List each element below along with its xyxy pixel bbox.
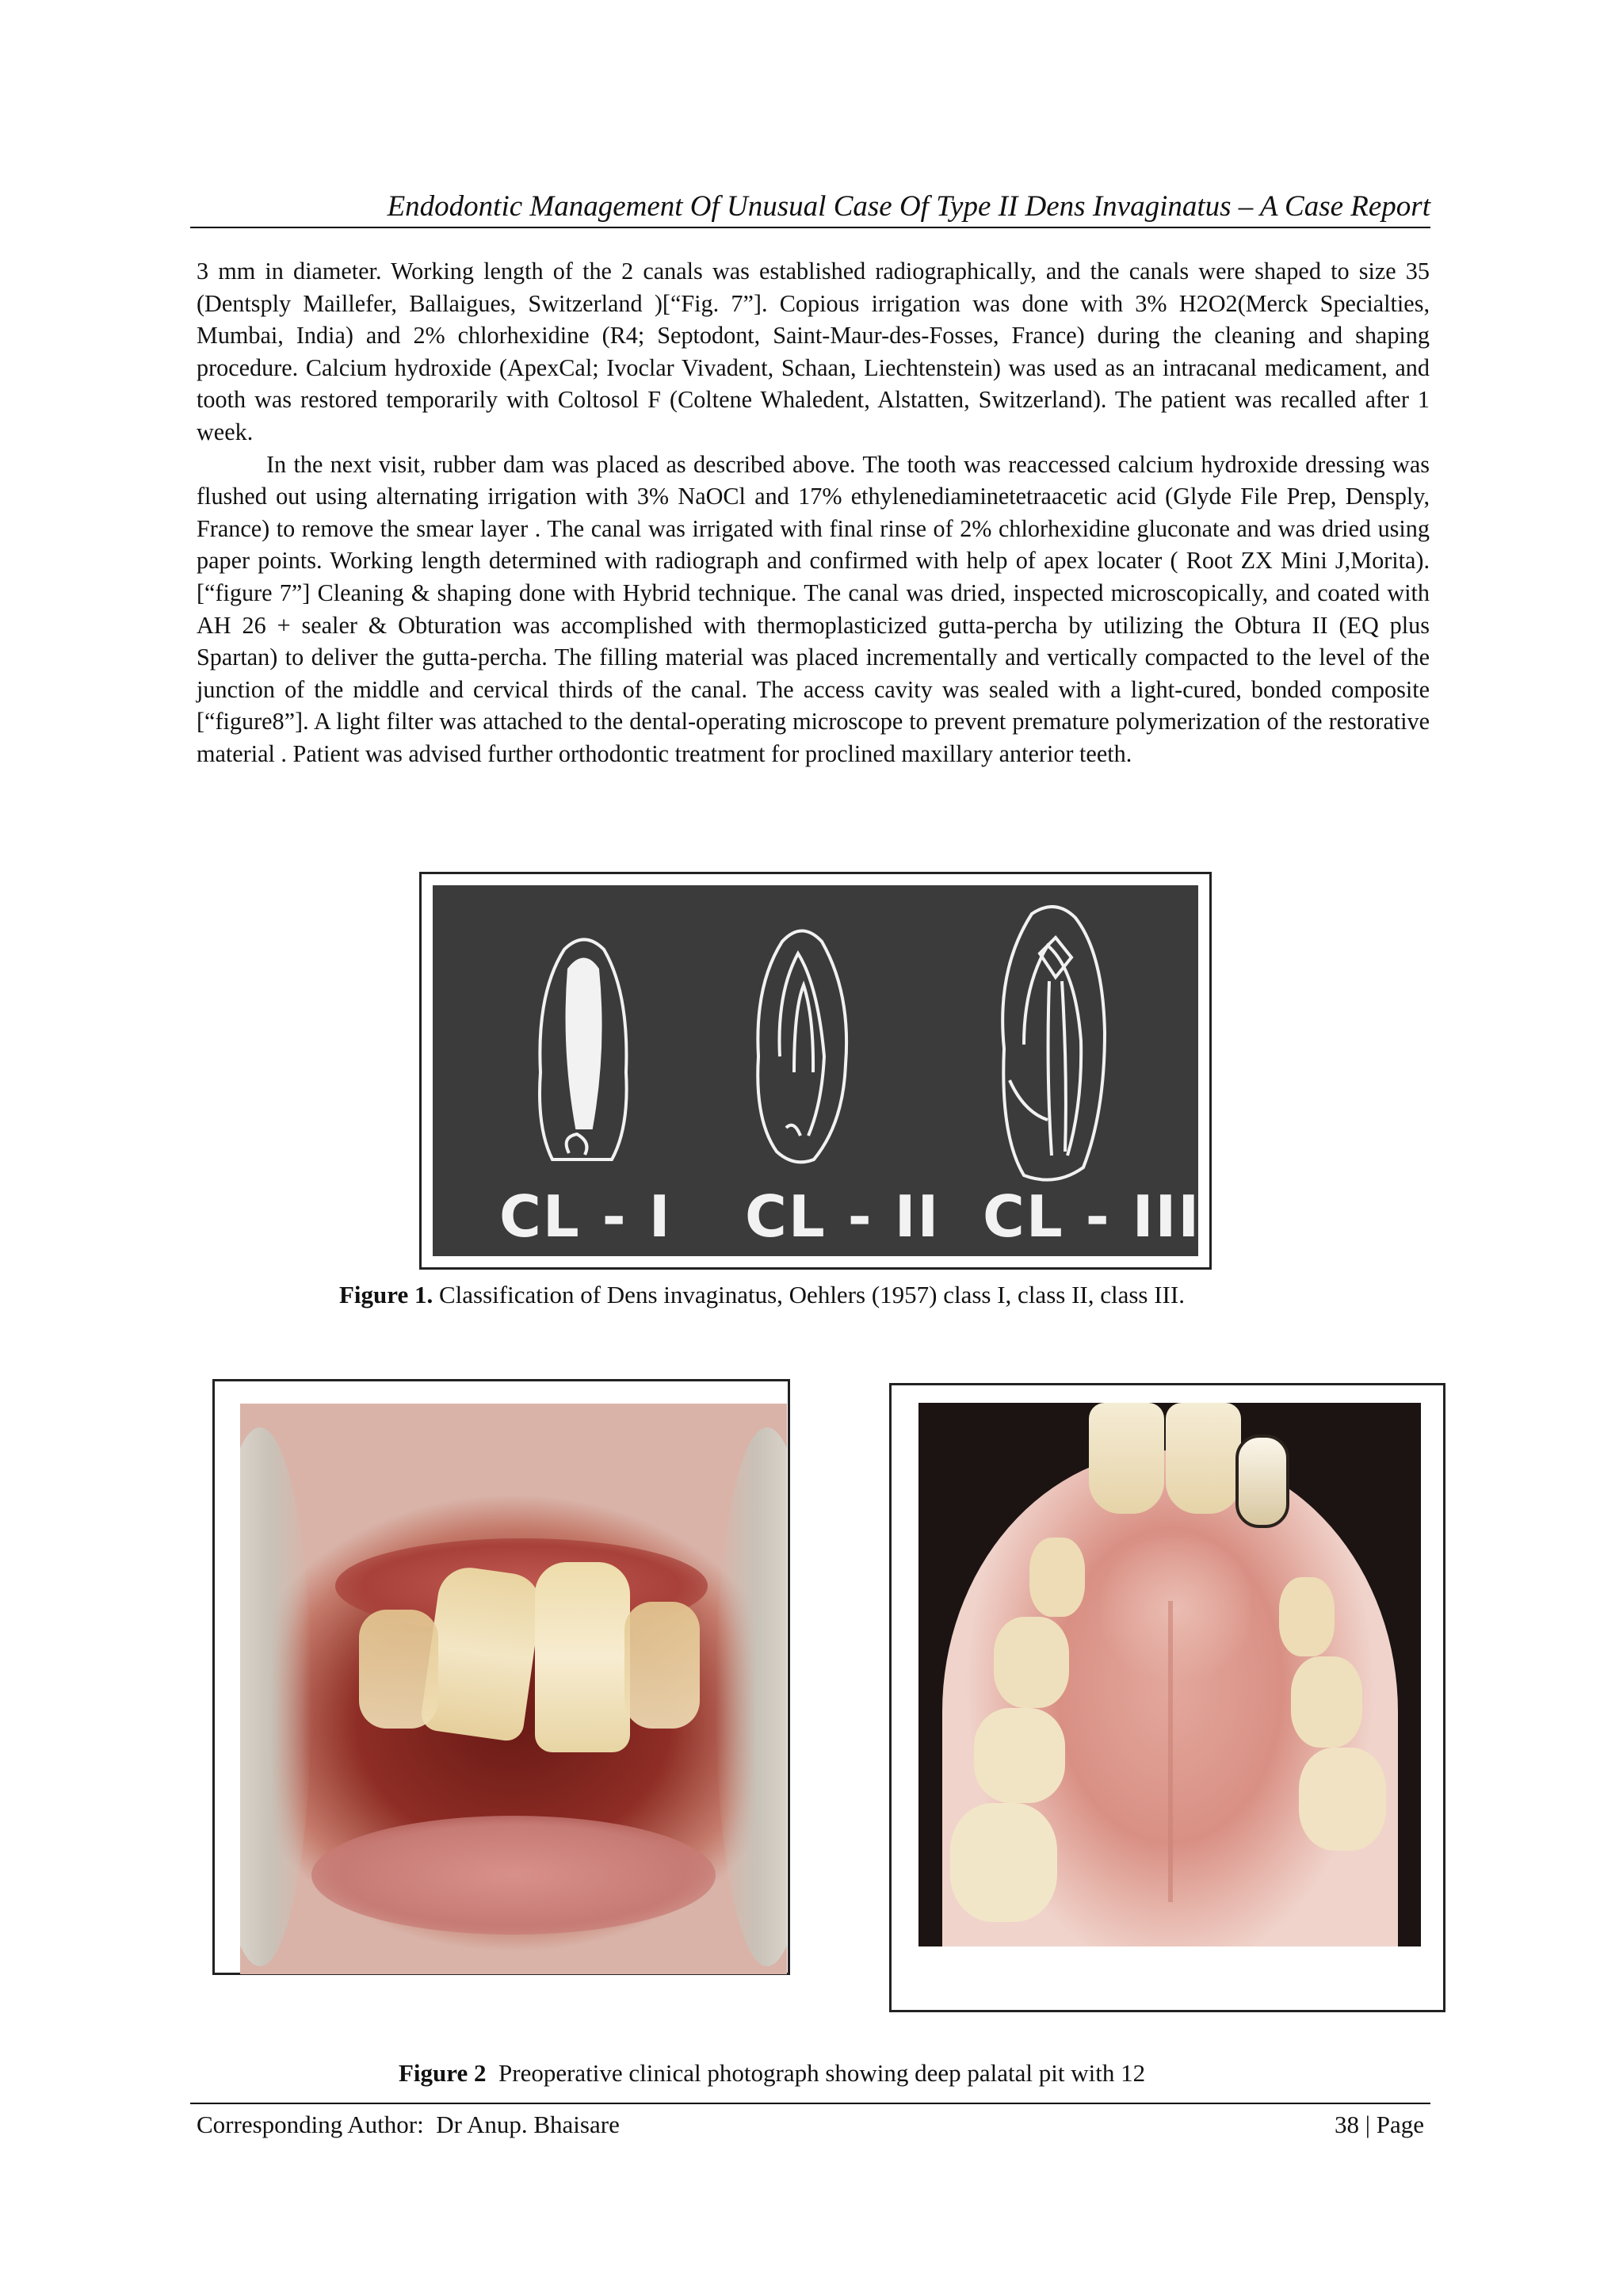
page-number: 38 | Page xyxy=(1335,2111,1424,2138)
figure-1-frame xyxy=(419,872,1212,1270)
running-header xyxy=(190,187,1430,228)
right-premolar-1 xyxy=(1279,1577,1335,1656)
figure-1-label-cl-i: CL - I xyxy=(499,1183,672,1250)
paragraph-2: In the next visit, rubber dam was placed as described above. The tooth was reaccessed calcium hydroxide dressing was flushed out using alternating irrigation with 3% NaOCl and 17% ethylenediaminetetraacetic acid (Glyde File Prep, Densply, France) to remove the smear layer . The canal was irrigated with final rinse of 2% chlorhexidine gluconate and was dried using paper points. Working length determined with radiograph and confirmed with help of apex locater ( Root ZX Mini J,Morita).[“figure 7”] Cleaning & shaping done with Hybrid technique. The canal was dried, inspected microscopically, and coated with AH 26 + sealer & Obturation was accomplished with thermoplasticized gutta-percha by utilizing the Obtura II (EQ plus Spartan) to deliver the gutta-percha. The filling material was placed incrementally and vertically compacted to the level of the junction of the middle and cervical thirds of the canal. The access cavity was sealed with a light-cured, bonded composite [“figure8”]. A light filter was attached to the dental-operating microscope to prevent premature polymerization of the restorative material . Patient was advised further orthodontic treatment for proclined maxillary anterior teeth. xyxy=(197,450,1430,767)
right-retractor xyxy=(716,1427,787,1966)
left-premolar-2 xyxy=(994,1617,1069,1708)
right-premolar-2 xyxy=(1291,1656,1362,1748)
figure-2-right-frame xyxy=(889,1383,1445,2012)
left-molar-1 xyxy=(974,1708,1065,1803)
figure-2-caption xyxy=(399,2057,1145,2089)
left-molar-2 xyxy=(950,1803,1057,1922)
frontal-mouth-photo xyxy=(240,1404,787,1974)
figure-1-label-cl-ii: CL - II xyxy=(745,1183,941,1250)
figure-1-caption-label: Figure 1. xyxy=(339,1281,433,1308)
lower-lip xyxy=(311,1816,716,1935)
palatal-photo xyxy=(918,1403,1421,1946)
figure-2-left-frame xyxy=(212,1379,790,1975)
right-incisor xyxy=(535,1562,630,1752)
lateral-tooth-left xyxy=(359,1610,438,1729)
page-footer xyxy=(190,2103,1430,2138)
central-incisor-1 xyxy=(1089,1403,1164,1514)
right-molar-1 xyxy=(1299,1748,1386,1851)
paragraph-1: 3 mm in diameter. Working length of the 2 canals was established radiographically, and the canals were shaped to size 35 (Dentsply Maillefer, Ballaigues, Switzerland )[“Fig. 7”]. Copious irrigation was done with 3% H2O2(Merck Specialties, Mumbai, India) and 2% chlorhexidine (R4; Septodont, Saint-Maur-des-Fosses, France) during the cleaning and shaping procedure. Calcium hydroxide (ApexCal; Ivoclar Vivadent, Schaan, Liechtenstein) was used as an intracanal medicament, and tooth was restored temporarily with Coltosol F (Coltene Whaledent, Alstatten, Switzerland). The patient was recalled after 1 week. xyxy=(197,258,1430,445)
body-text xyxy=(197,255,1430,770)
figure-1-caption-text: Classification of Dens invaginatus, Oehlers (1957) class I, class II, class III. xyxy=(433,1281,1185,1308)
lateral-tooth-right xyxy=(624,1602,700,1729)
corresponding-author: Corresponding Author: Dr Anup. Bhaisare xyxy=(197,2111,620,2138)
left-premolar-1 xyxy=(1029,1538,1085,1617)
running-title: Endodontic Management Of Unusual Case Of Type II Dens Invaginatus – A Case Report xyxy=(387,190,1430,223)
left-retractor xyxy=(240,1427,311,1966)
figure-2-caption-text: Preoperative clinical photograph showing deep palatal pit with 12 xyxy=(486,2059,1146,2087)
lateral-incisor-12 xyxy=(1235,1435,1289,1528)
figure-2-caption-label: Figure 2 xyxy=(399,2059,487,2087)
midline-raphe xyxy=(1168,1601,1173,1902)
figure-1-caption xyxy=(339,1279,1185,1311)
figure-1-label-cl-iii: CL - III xyxy=(983,1183,1201,1250)
palatal-rugae xyxy=(1101,1538,1251,1680)
central-incisor-2 xyxy=(1166,1403,1241,1514)
